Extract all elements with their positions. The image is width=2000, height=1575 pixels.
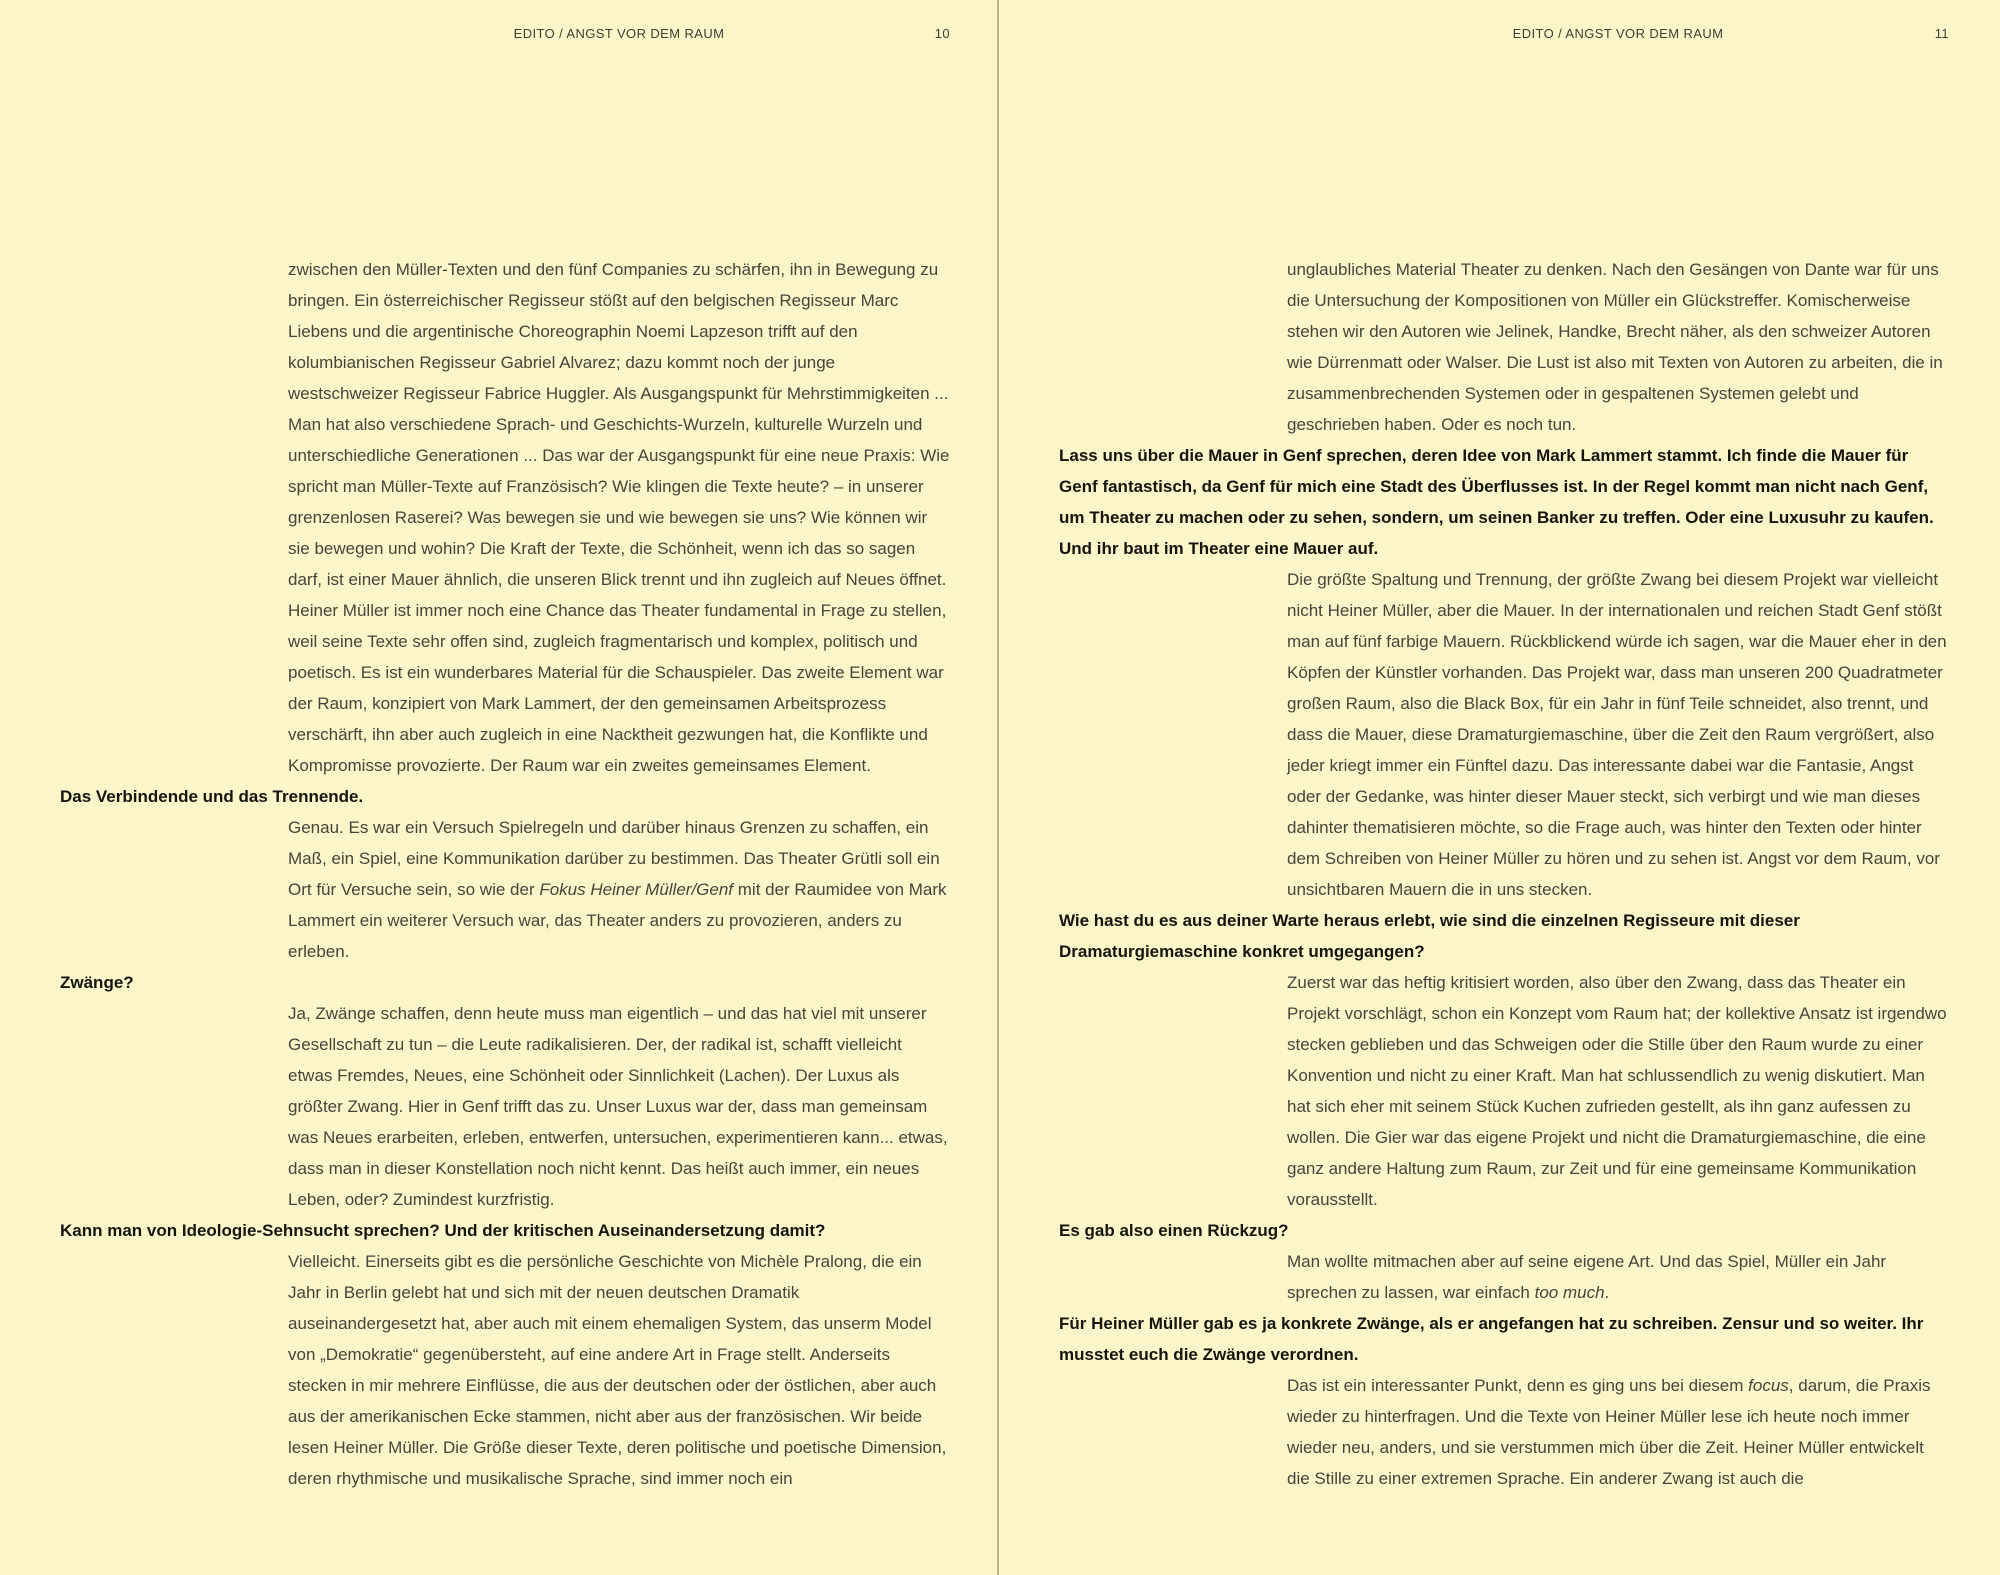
interview-answer: Ja, Zwänge schaffen, denn heute muss man eigentlich – und das hat viel mit unserer Gesellschaft zu tun – die Leute radikalisieren. Der, der radikal ist, schafft vielleicht etwas Fremdes, Neues, eine Schönheit oder Sinnlichkeit (Lachen). Der Luxus als größter Zwang. Hier in Genf trifft das zu. Unser Luxus war der, dass man gemeinsam was Neues erarbeiten, erleben, entwerfen, untersuchen, experimentieren kann... etwas, dass man in dieser Konstellation noch nicht kennt. Das heißt auch immer, ein neues Leben, oder? Zumindest kurzfristig. bbox=[288, 1004, 948, 1209]
page-blocks bbox=[1059, 254, 1949, 1494]
italic-title: focus bbox=[1748, 1376, 1789, 1395]
interview-answer: Man wollte mitmachen aber auf seine eigene Art. Und das Spiel, Müller ein Jahr sprechen zu lassen, war einfach too much. bbox=[1287, 1252, 1887, 1302]
interview-answer: unglaubliches Material Theater zu denken. Nach den Gesängen von Dante war für uns die Untersuchung der Kompositionen von Müller ein Glückstreffer. Komischerweise stehen wir den Autoren wie Jelinek, Handke, Brecht näher, als den schweizer Autoren wie Dürrenmatt oder Walser. Die Lust ist also mit Texten von Autoren zu arbeiten, die in zusammenbrechenden Systemen oder in gespaltenen Systemen gelebt und geschrieben haben. Oder es noch tun. bbox=[1287, 260, 1943, 434]
interview-answer: Die größte Spaltung und Trennung, der größte Zwang bei diesem Projekt war vielleicht nicht Heiner Müller, aber die Mauer. In der internationalen und reichen Stadt Genf stößt man auf fünf farbige Mauern. Rückblickend würde ich sagen, war die Mauer eher in den Köpfen der Künstler vorhanden. Das Projekt war, dass man unseren 200 Quadratmeter großen Raum, also die Black Box, für ein Jahr in fünf Teile schneidet, also trennt, und dass die Mauer, diese Dramaturgiemaschine, über die Zeit den Raum vergrößert, also jeder kriegt immer ein Fünftel dazu. Das interessante dabei war die Fantasie, Angst oder der Gedanke, was hinter dieser Mauer steckt, sich verbirgt und wie man dieses dahinter thematisieren möchte, so die Frage auch, was hinter den Texten oder hinter dem Schreiben von Heiner Müller zu hören und zu sehen ist. Angst vor dem Raum, vor unsichtbaren Mauern die in uns stecken. bbox=[1287, 570, 1947, 899]
page-blocks bbox=[60, 254, 950, 1494]
italic-title: too much bbox=[1534, 1283, 1605, 1302]
page-header bbox=[1287, 26, 1949, 42]
page-right bbox=[999, 0, 1998, 1575]
interview-answer: Genau. Es war ein Versuch Spielregeln und darüber hinaus Grenzen zu schaffen, ein Maß, ein Spiel, eine Kommunikation darüber zu bestimmen. Das Theater Grütli soll ein Ort für Versuche sein, so wie der Fokus Heiner Müller/Genf mit der Raumidee von Mark Lammert ein weiterer Versuch war, das Theater anders zu provozieren, anders zu erleben. bbox=[288, 818, 947, 961]
interview-question: Lass uns über die Mauer in Genf sprechen, deren Idee von Mark Lammert stammt. Ich finde die Mauer für Genf fantastisch, da Genf für mich eine Stadt des Überflusses ist. In der Regel kommt man nicht nach Genf, um Theater zu machen oder zu sehen, sondern, um seinen Banker zu treffen. Oder eine Luxusuhr zu kaufen. Und ihr baut im Theater eine Mauer auf. bbox=[1059, 446, 1934, 558]
running-head: EDITO / ANGST VOR DEM RAUM bbox=[1512, 26, 1724, 41]
interview-question: Zwänge? bbox=[60, 973, 134, 992]
interview-answer: Das ist ein interessanter Punkt, denn es ging uns bei diesem focus, darum, die Praxis wieder zu hinterfragen. Und die Texte von Heiner Müller lese ich heute noch immer wieder neu, anders, und sie verstummen mich über die Zeit. Heiner Müller entwickelt die Stille zu einer extremen Sprache. Ein anderer Zwang ist auch die bbox=[1287, 1376, 1931, 1488]
interview-answer: Zuerst war das heftig kritisiert worden, also über den Zwang, dass das Theater ein Projekt vorschlägt, schon ein Konzept vom Raum hat; der kollektive Ansatz ist irgendwo stecken geblieben und das Schweigen oder die Stille über den Raum wurde zu einer Konvention und nicht zu einer Kraft. Man hat schlussendlich zu wenig diskutiert. Man hat sich eher mit seinem Stück Kuchen zufrieden gestellt, als ihn ganz aufessen zu wollen. Die Gier war das eigene Projekt und nicht die Dramaturgiemaschine, die eine ganz andere Haltung zum Raum, zur Zeit und für eine gemeinsame Kommunikation vorausstellt. bbox=[1287, 973, 1947, 1209]
interview-answer: Vielleicht. Einerseits gibt es die persönliche Geschichte von Michèle Pralong, die ein Jahr in Berlin gelebt hat und sich mit der neuen deutschen Dramatik auseinandergesetzt hat, aber auch mit einem ehemaligen System, das unserm Model von „Demokratie“ gegenübersteht, auf eine andere Art in Frage stellt. Anderseits stecken in mir mehrere Einflüsse, die aus der deutschen oder der östlichen, aber auch aus der amerikanischen Ecke stammen, nicht aber aus der französischen. Wir beide lesen Heiner Müller. Die Größe dieser Texte, deren politische und poetische Dimension, deren rhythmische und musikalische Sprache, sind immer noch ein bbox=[288, 1252, 947, 1488]
italic-title: Fokus Heiner Müller/Genf bbox=[539, 880, 734, 899]
page-number: 10 bbox=[934, 26, 950, 41]
page-header bbox=[288, 26, 950, 42]
interview-answer: zwischen den Müller-Texten und den fünf Companies zu schärfen, ihn in Bewegung zu bringen. Ein österreichischer Regisseur stößt auf den belgischen Regisseur Marc Liebens und die argentinische Choreographin Noemi Lapzeson trifft auf den kolumbianischen Regisseur Gabriel Alvarez; dazu kommt noch der junge westschweizer Regisseur Fabrice Huggler. Als Ausgangspunkt für Mehrstimmigkeiten ... Man hat also verschiedene Sprach- und Geschichts-Wurzeln, kulturelle Wurzeln und unterschiedliche Generationen ... Das war der Ausgangspunkt für eine neue Praxis: Wie spricht man Müller-Texte auf Französisch? Wie klingen die Texte heute? – in unserer grenzenlosen Raserei? Was bewegen sie und wie bewegen sie uns? Wie können wir sie bewegen und wohin? Die Kraft der Texte, die Schönheit, wenn ich das so sagen darf, ist einer Mauer ähnlich, die unseren Blick trennt und ihn zugleich auf Neues öffnet. Heiner Müller ist immer noch eine Chance das Theater fundamental in Frage zu stellen, weil seine Texte sehr offen sind, zugleich fragmentarisch und komplex, politisch und poetisch. Es ist ein wunderbares Material für die Schauspieler. Das zweite Element war der Raum, konzipiert von Mark Lammert, der den gemeinsamen Arbeitsprozess verschärft, ihn aber auch zugleich in eine Nacktheit gezwungen hat, die Konflikte und Kompromisse provozierte. Der Raum war ein zweites gemeinsames Element. bbox=[288, 260, 950, 775]
interview-question: Kann man von Ideologie-Sehnsucht sprechen? Und der kritischen Auseinandersetzung damit? bbox=[60, 1221, 826, 1240]
page-number: 11 bbox=[1934, 26, 1949, 41]
page-left bbox=[0, 0, 999, 1575]
interview-question: Wie hast du es aus deiner Warte heraus erlebt, wie sind die einzelnen Regisseure mit dieser Dramaturgiemaschine konkret umgegangen? bbox=[1059, 911, 1800, 961]
interview-question: Es gab also einen Rückzug? bbox=[1059, 1221, 1289, 1240]
interview-question: Für Heiner Müller gab es ja konkrete Zwänge, als er angefangen hat zu schreiben. Zensur und so weiter. Ihr musstet euch die Zwänge verordnen. bbox=[1059, 1314, 1924, 1364]
interview-question: Das Verbindende und das Trennende. bbox=[60, 787, 364, 806]
running-head: EDITO / ANGST VOR DEM RAUM bbox=[513, 26, 725, 41]
